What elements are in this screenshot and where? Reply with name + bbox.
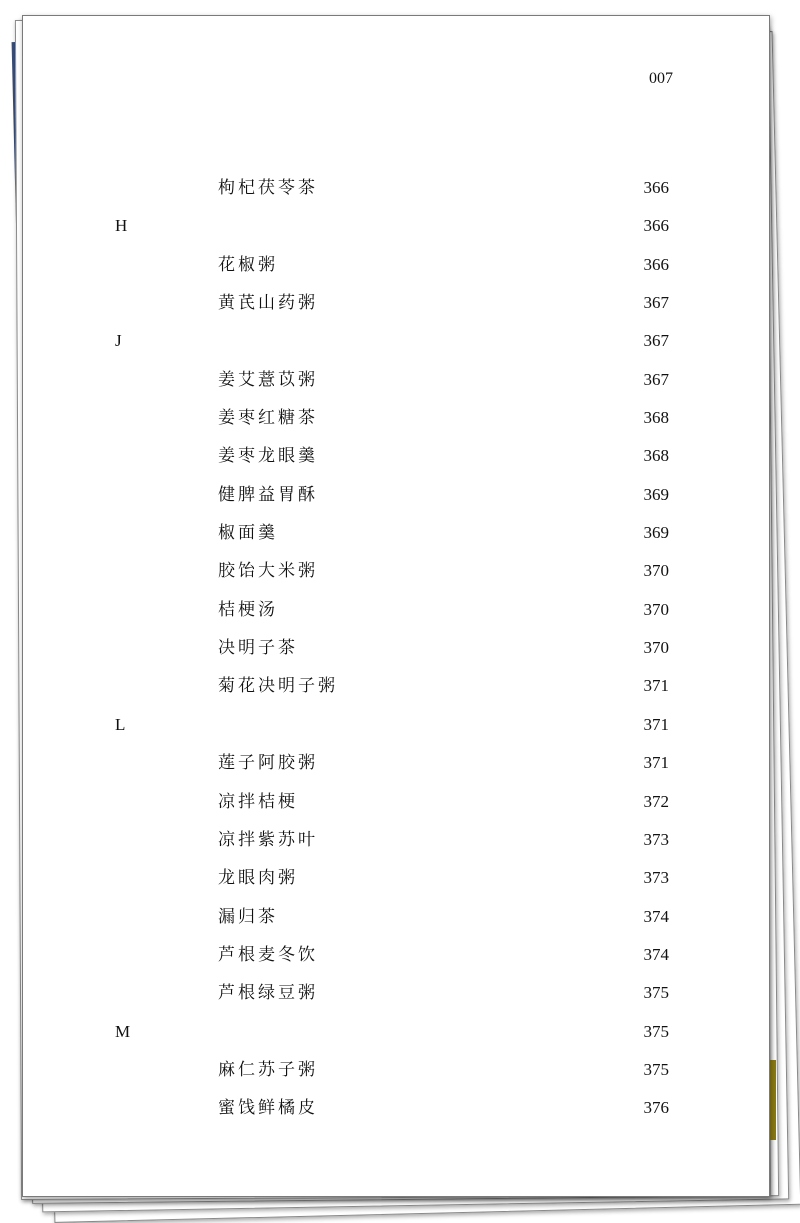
toc-entry-row	[23, 514, 769, 552]
entry-page-number: 373	[643, 868, 669, 888]
entry-title: 姜枣红糖茶	[218, 408, 318, 429]
section-letter: L	[115, 714, 126, 734]
entry-title: 姜艾薏苡粥	[218, 369, 318, 390]
entry-page-number: 366	[643, 216, 669, 236]
entry-page-number: 367	[643, 331, 669, 351]
toc-entry-row	[23, 629, 769, 667]
entry-title: 花椒粥	[218, 254, 278, 275]
entry-title: 胶饴大米粥	[218, 561, 318, 582]
entry-page-number: 375	[643, 1021, 669, 1041]
entry-page-number: 374	[643, 944, 669, 964]
toc-entry-row	[23, 898, 769, 936]
entry-page-number: 375	[643, 983, 669, 1003]
toc-entry-row	[23, 744, 769, 782]
entry-title: 芦根麦冬饮	[218, 944, 318, 965]
entry-page-number: 370	[643, 599, 669, 619]
entry-title: 椒面羹	[218, 523, 278, 544]
entry-page-number: 369	[643, 523, 669, 543]
toc-entry-row	[23, 284, 769, 322]
toc-entry-row	[23, 591, 769, 629]
entry-title: 蜜饯鲜橘皮	[218, 1098, 318, 1119]
entry-page-number: 373	[643, 829, 669, 849]
entry-title: 龙眼肉粥	[218, 868, 298, 889]
toc-entry-row	[23, 783, 769, 821]
toc-entry-row	[23, 246, 769, 284]
toc-entry-row	[23, 936, 769, 974]
entry-title: 芦根绿豆粥	[218, 983, 318, 1004]
entry-title: 麻仁苏子粥	[218, 1059, 318, 1080]
entry-title: 姜枣龙眼羹	[218, 446, 318, 467]
toc-entry-row	[23, 1089, 769, 1127]
entry-title: 菊花决明子粥	[218, 676, 338, 697]
entry-page-number: 375	[643, 1059, 669, 1079]
entry-title: 决明子茶	[218, 638, 298, 659]
entry-page-number: 369	[643, 484, 669, 504]
entry-page-number: 370	[643, 561, 669, 581]
toc-entry-row	[23, 169, 769, 207]
toc-entry-row	[23, 361, 769, 399]
toc-entry-row	[23, 476, 769, 514]
toc-entry-row	[23, 437, 769, 475]
entry-page-number: 372	[643, 791, 669, 811]
section-letter: H	[115, 216, 128, 236]
entry-title: 凉拌紫苏叶	[218, 829, 318, 850]
toc-section-letter-row	[23, 1013, 769, 1051]
entry-title: 黄芪山药粥	[218, 293, 318, 314]
section-letter: J	[115, 331, 122, 351]
table-of-contents	[23, 169, 769, 1128]
entry-page-number: 367	[643, 293, 669, 313]
entry-page-number: 366	[643, 178, 669, 197]
entry-page-number: 376	[643, 1098, 669, 1118]
entry-page-number: 366	[643, 254, 669, 274]
toc-entry-row	[23, 667, 769, 705]
toc-section-letter-row	[23, 207, 769, 245]
entry-page-number: 371	[643, 753, 669, 773]
entry-title: 枸杞茯苓茶	[218, 178, 318, 198]
toc-entry-row	[23, 1051, 769, 1089]
entry-title: 漏归茶	[218, 906, 278, 927]
toc-section-letter-row	[23, 706, 769, 744]
toc-entry-row	[23, 821, 769, 859]
page-number: 007	[649, 70, 673, 87]
toc-entry-row	[23, 552, 769, 590]
entry-page-number: 371	[643, 714, 669, 734]
entry-title: 桔梗汤	[218, 599, 278, 620]
entry-title: 健脾益胃酥	[218, 484, 318, 505]
toc-entry-row	[23, 399, 769, 437]
entry-title: 莲子阿胶粥	[218, 753, 318, 774]
toc-entry-row	[23, 859, 769, 897]
entry-page-number: 371	[643, 676, 669, 696]
entry-page-number: 368	[643, 408, 669, 428]
entry-page-number: 367	[643, 369, 669, 389]
entry-title: 凉拌桔梗	[218, 791, 298, 812]
entry-page-number: 368	[643, 446, 669, 466]
entry-page-number: 374	[643, 906, 669, 926]
entry-page-number: 370	[643, 638, 669, 658]
toc-section-letter-row	[23, 322, 769, 360]
section-letter: M	[115, 1021, 131, 1041]
toc-entry-row	[23, 974, 769, 1012]
document-page	[22, 15, 770, 1197]
